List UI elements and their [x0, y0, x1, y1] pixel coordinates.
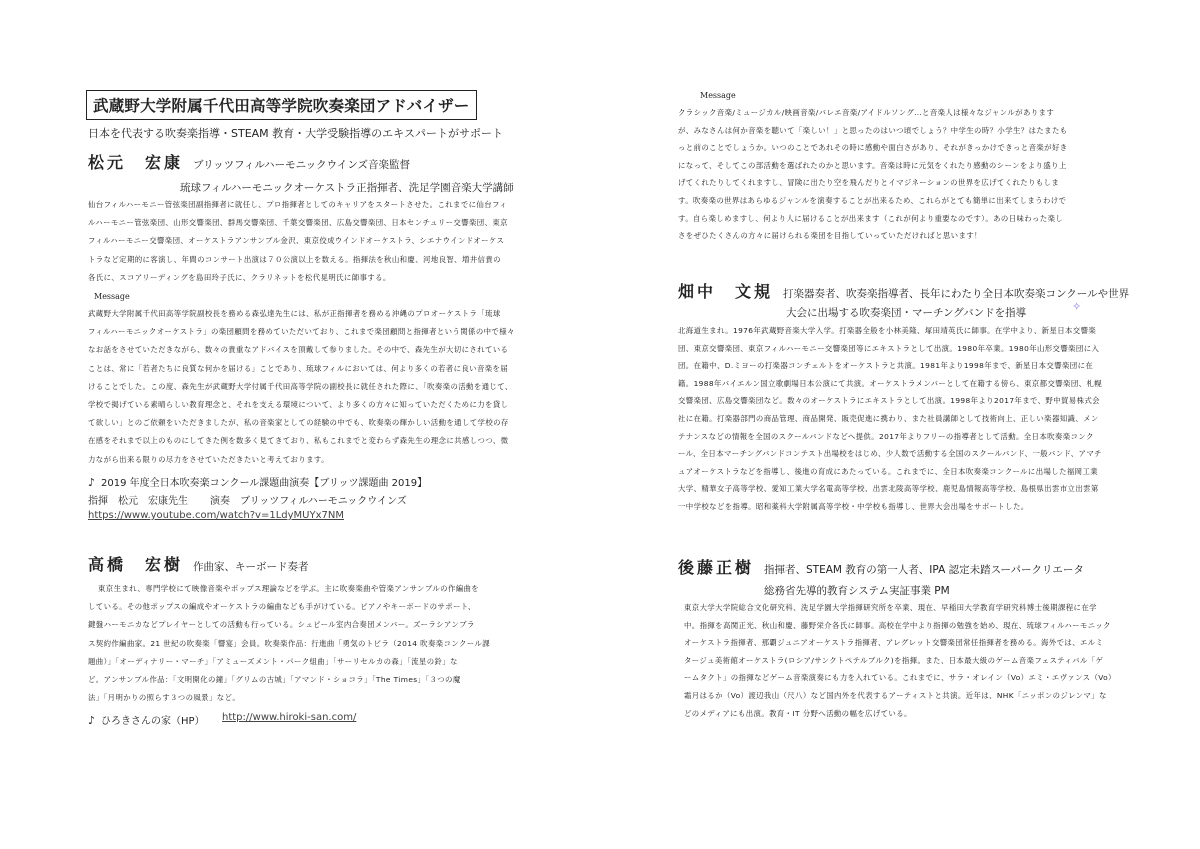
matsumoto-sub-role: 琉球フィルハーモニックオーケストラ正指揮者、洗足学園音楽大学講師: [180, 182, 514, 194]
goto-heading: [678, 555, 1084, 578]
bio-line: 団。在籍中、D.ミヨーの打楽器コンチェルトをオーケストラと共演。1981年より1998年まで、新星日本交響楽団に在: [678, 361, 1094, 371]
takahashi-heading: [88, 552, 309, 575]
bio-line: 霜月はるか（Vo）渡辺我山（尺八）など国内外を代表するアーティストと共演。近年は、NHK「ニッポンのジレンマ」な: [684, 690, 1107, 700]
message-line: げてくれたりしてくれますし、冒険に出たり空を飛んだりとイマジネーションの世界を広げてくれたりもしま: [678, 178, 1060, 188]
music-note-icon: ♪: [88, 476, 96, 489]
message-line: す。吹奏楽の世界はあらゆるジャンルを演奏することが出来るため、これらがとても簡単に出来てしまうわけで: [678, 195, 1067, 205]
matsumoto-role: ブリッツフィルハーモニックウインズ音楽監督: [193, 159, 411, 171]
takahashi-name: 高橋 宏樹: [88, 555, 184, 574]
matsumoto-heading: [88, 150, 410, 173]
bio-line: 仙台フィルハーモニー管弦楽団副指揮者に就任し、プロ指揮者としてのキャリアをスタートさせた。これまでに仙台フィ: [88, 200, 507, 209]
bio-line: 社に在籍。打楽器部門の商品管理、商品開発、販売促進に携わり、また社員講師として技術向上、正しい楽器知識、メン: [678, 413, 1099, 423]
bio-line: ルハーモニー管弦楽団、山形交響楽団、群馬交響楽団、千葉交響楽団、広島交響楽団、日本センチュリー交響楽団、東京: [88, 218, 508, 228]
conductor-text: 指揮 松元 宏康先生: [88, 496, 188, 507]
takahashi-bio: [88, 580, 490, 707]
performer-text: 演奏 ブリッツフィルハーモニックウインズ: [210, 496, 407, 507]
bio-line: 一中学校などを指導。昭和薬科大学附属高等学校・中学校も指導し、世界大会出場をサポートした。: [678, 501, 1029, 511]
bio-line: 題曲）」「オーディナリー・マーチ」「アミューズメント・パーク組曲」「サーリセルカの森」「流星の鈴」な: [88, 656, 458, 666]
right-message-label: Message: [700, 91, 736, 100]
matsumoto-bio: [88, 196, 508, 287]
hatanaka-name: 畑中 文規: [678, 282, 774, 301]
lead-text: 日本を代表する吹奏楽指導・STEAM 教育・大学受験指導のエキスパートがサポート: [88, 127, 503, 140]
bio-line: 東京生まれ、専門学校にて映像音楽やポップス理論などを学ぶ。主に吹奏楽曲や管楽アンサンブルの作編曲を: [98, 584, 480, 593]
message-line: フィルハーモニックオーケストラ」の楽団顧問を務めていただいており、これまで楽団顧問と指揮者という関係の中で様々: [88, 327, 515, 337]
hatanaka-sub-role: 大会に出場する吹奏楽団・マーチングバンドを指導: [786, 307, 1027, 319]
bio-line: ス契約作編曲家。21 世紀の吹奏楽「響宴」会員。吹奏楽作品：行進曲「勇気のトビラ（2014 吹奏楽コンクール課: [88, 638, 490, 648]
bio-line: している。その他ポップスの編成やオーケストラの編曲なども手がけている。ピアノやキーボードのサポート、: [88, 602, 476, 612]
message-line: 武蔵野大学附属千代田高等学院副校長を務める森弘達先生には、私が正指揮者を務める沖縄のプロオーケストラ「琉球: [88, 309, 501, 318]
message-line: 力ながら出来る限りの尽力をさせていただきたいと考えております。: [88, 454, 329, 464]
hp-label: ひろきさんの家（HP）: [101, 716, 205, 727]
message-line: けることでした。この度、森先生が武蔵野大学付属千代田高等学院の副校長に就任された際に、「吹奏楽の活動を通じて、: [88, 381, 513, 391]
hatanaka-bio: [678, 322, 1102, 516]
bio-line: 団、東京交響楽団、東京フィルハーモニー交響楽団等にエキストラとして出演。1980年卒業。1980年山形交響楽団に入: [678, 343, 1100, 353]
bio-line: ュアオーケストラなどを指導し、後進の育成にあたっている。これまでに、全日本吹奏楽コンクールに出場した福岡工業: [678, 466, 1099, 476]
bio-line: 各氏に、スコアリーディングを島田玲子氏に、クラリネットを松代晃明氏に師事する。: [88, 272, 391, 282]
goto-sub-role: 総務省先導的教育システム実証事業 PM: [764, 585, 950, 597]
message-line: っと前のことでしょうか。いつのことであれその時に感動や面白さがあり、それがきっかけできっと音楽が好き: [678, 143, 1068, 153]
bio-line: トラなど定期的に客演し、年間のコンサート出演は７０公演以上を数える。指揮法を秋山和慶、河地良智、増井信貴の: [88, 254, 501, 264]
bio-line: 東京大学大学院総合文化研究科、洗足学園大学指揮研究所を卒業、現在、早稲田大学教育学研究科博士後期課程に在学: [684, 603, 1097, 612]
bio-line: 籍。1988年バイエルン国立歌劇場日本公演にて共演。オーケストラメンバーとして在籍する傍ら、東京都交響楽団、札幌: [678, 378, 1103, 388]
message-line: クラシック音楽/ミュージカル/映画音楽/バレエ音楽/アイドルソング…と音楽人は様々なジャンルがあります: [678, 108, 1055, 117]
bio-line: ど。アンサンブル作品：「文明開化の鐘」「グリムの古城」「アマンド・ショコラ」「The Times」「３つの魔: [88, 675, 461, 685]
bio-line: ームタクト」の指揮などゲーム音楽演奏にも力を入れている。これまでに、サラ・オレイン（Vo）エミ・エヴァンス（Vo）: [684, 673, 1116, 683]
message-line: さをぜひたくさんの方々に届けられる楽団を目指していっていただければと思います！: [678, 231, 982, 241]
message-line: ことは、常に「若者たちに良質な何かを届ける」ことであり、琉球フィルにおいては、何より多くの若者に良い音楽を届: [88, 363, 509, 373]
matsumoto-message-label: Message: [94, 292, 130, 301]
message-line: になって、そしてこの部活動を選ばれたのかと思います。音楽は時に元気をくれたり感動のシーンをより盛り上: [678, 160, 1067, 170]
advisor-box-title: 武蔵野大学附属千代田高等学院吹奏楽団アドバイザー: [86, 90, 477, 120]
conductor-line: [88, 492, 407, 507]
bio-line: ール、全日本マーチングバンドコンテスト出場校をはじめ、少人数で活動する全国のスクールバンド、一般バンド、アマチ: [678, 449, 1102, 459]
bio-line: フィルハーモニー交響楽団、オーケストラアンサンブル金沢、東京佼成ウインドオーケストラ、シエナウインドオーケス: [88, 236, 505, 246]
goto-role: 指揮者、STEAM 教育の第一人者、IPA 認定未踏スーパークリエータ: [764, 564, 1084, 576]
goto-name: 後藤正樹: [678, 558, 755, 577]
message-line: が、みなさんは何か音楽を聴いて「楽しい！」と思ったのはいつ頃でしょう？中学生の時？小学生？はたまたも: [678, 125, 1068, 135]
right-message: [678, 104, 1068, 245]
bio-line: どのメディアにも出演。教育・IT 分野へ活動の幅を広げている。: [684, 708, 912, 718]
bio-line: テナンスなどの情報を全国のスクールバンドなどへ提供。2017年よりフリーの指導者として活動。全日本吹奏楽コンク: [678, 431, 1094, 441]
bio-line: オーケストラ指揮者、那覇ジュニアオーケストラ指揮者、アレグレット交響楽団常任指揮者を務める。海外では、エルミ: [684, 638, 1104, 648]
bio-line: タージュ美術館オーケストラ(ロシア/サンクトペテルブルク)を指揮。また、日本最大級のゲーム音楽フェスティバル「ゲ: [684, 655, 1104, 665]
music-line-text: 2019 年度全日本吹奏楽コンクール課題曲演奏【ブリッツ課題曲 2019】: [101, 478, 428, 489]
youtube-link[interactable]: https://www.youtube.com/watch?v=1LdyMUYx7NM: [88, 510, 344, 521]
goto-bio: [684, 599, 1116, 722]
hp-line: [88, 712, 205, 727]
music-line: [88, 474, 427, 489]
star-mark-icon: ✧: [1072, 300, 1082, 313]
message-line: す。自ら楽しめますし、何より人に届けることが出来ます（これが何より重要なのです）。あの日味わった楽し: [678, 213, 1064, 223]
takahashi-role: 作曲家、キーボード奏者: [193, 561, 309, 573]
message-line: て欲しい」とのご依頼をいただきましたが、私の音楽家としての経験の中でも、吹奏楽の輝かしい活動を通して学校の存: [88, 418, 509, 428]
bio-line: 鍵盤ハーモニカなどプレイヤーとしての活動も行っている。シュピール室内合奏団メンバー。ズーラシアンブラ: [88, 620, 475, 630]
hp-link[interactable]: http://www.hiroki-san.com/: [222, 712, 357, 723]
bio-line: 交響楽団、広島交響楽団など。数々のオーケストラにエキストラとして出演。1998年より2017年まで、野中貿易株式会: [678, 396, 1100, 406]
matsumoto-message: [88, 305, 515, 469]
bio-line: 北海道生まれ。1976年武蔵野音楽大学入学。打楽器全般を小林美隆、塚田靖英氏に師事。在学中より、新星日本交響楽: [678, 326, 1097, 335]
hatanaka-role: 打楽器奏者、吹奏楽指導者、長年にわたり全日本吹奏楽コンクールや世界: [783, 288, 1130, 300]
hatanaka-heading: [678, 279, 1129, 302]
message-line: 在感をそれまで以上のものにしてきた例を数多く見てきており、私もこれまでと変わらず森先生の理念に共感しつつ、微: [88, 436, 509, 446]
matsumoto-name: 松元 宏康: [88, 153, 184, 172]
message-line: 学校で掲げている素晴らしい教育理念と、それを支える環境について、より多くの方々に知っていただくために力を貸し: [88, 400, 509, 410]
bio-line: 中。指揮を高関正光、秋山和慶、藤野栄介各氏に師事。高校在学中より指揮の勉強を始め、現在、琉球フィルハーモニック: [684, 620, 1111, 630]
message-line: なお話をさせていただきながら、数々の貴重なアドバイスを頂戴して参りました。その中で、森先生が大切にされている: [88, 345, 509, 355]
bio-line: 大学、精華女子高等学校、愛知工業大学名電高等学校、出雲北陵高等学校、鹿児島情報高等学校、島根県出雲市立出雲第: [678, 484, 1099, 494]
bio-line: 法」「月明かりの照らす３つの風景」など。: [88, 693, 241, 703]
music-note-icon: ♪: [88, 714, 96, 727]
